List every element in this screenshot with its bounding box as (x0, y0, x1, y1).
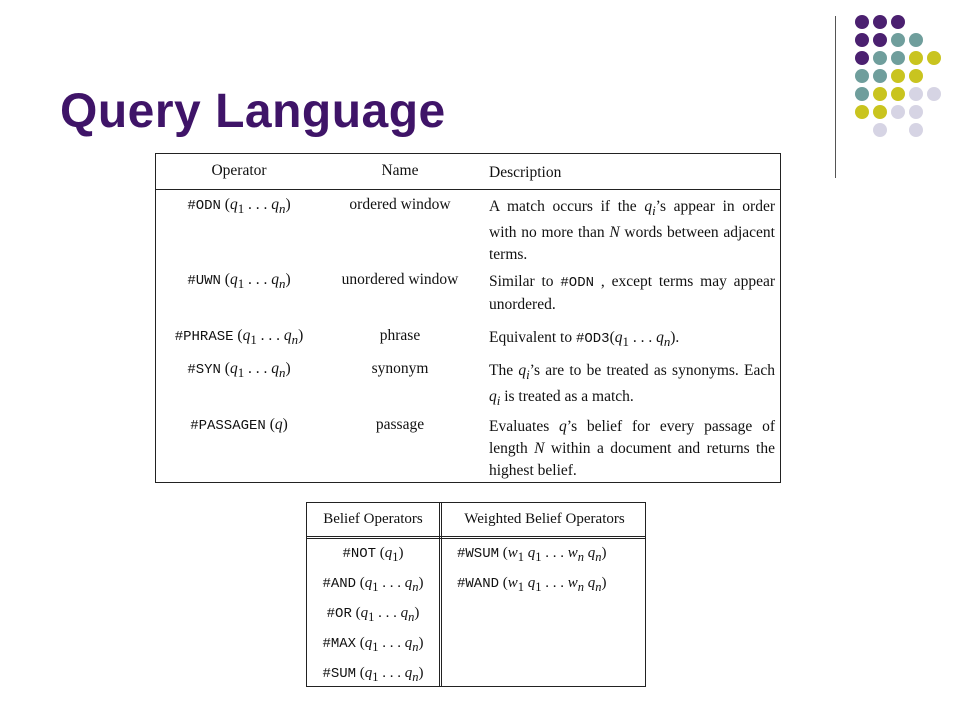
table-header (156, 154, 780, 190)
operator-args: ($q_1$ . . . $q_n$) (224, 196, 291, 217)
table-header (307, 503, 645, 537)
operator-args: ($q_1$ . . . $q_n$) (224, 271, 291, 292)
operator-description: Evaluates q’s belief for every passage of length N within a document and returns the highest belief. (489, 418, 775, 479)
header-operator: Operator (211, 162, 267, 179)
operator-name: passage (375, 416, 425, 433)
operator-args: ($q_1$ . . . $q_n$) (224, 360, 291, 381)
operator-description: The $q_i’s$ are to be treated as synonyms. Each $q_i$ is treated as a match. (489, 362, 775, 409)
operator-keyword: #UWN (187, 273, 221, 289)
operator-description: Similar to #ODN , except terms may appear unordered. (489, 273, 775, 313)
belief-operator: #NOT $(q_1)$ (342, 545, 404, 564)
belief-operator: #MAX ($q_1$ . . . $q_n$) (322, 635, 424, 654)
operators-table (155, 153, 781, 483)
header-belief-operators: Belief Operators (323, 511, 423, 527)
operator-keyword: #AND (322, 576, 357, 592)
operator-keyword: #PASSAGEN (190, 418, 266, 434)
operator-description: A match occurs if the $q_i’s$ appear in order with no more than N words between adjacent terms. (489, 198, 775, 264)
belief-operator: #AND ($q_1$ . . . $q_n$) (322, 575, 424, 594)
operator-keyword: #MAX (322, 636, 357, 652)
operator-keyword: #SYN (187, 362, 221, 378)
operator-name: phrase (379, 327, 421, 344)
belief-operator: #OR ($q_1$ . . . $q_n$) (326, 605, 420, 624)
header-weighted-belief-operators: Weighted Belief Operators (464, 511, 625, 527)
operator-cell (156, 416, 322, 434)
operator-description: Equivalent to $\#OD3(q_1$ . . . $q_n$). (489, 329, 680, 350)
decorative-divider (835, 16, 836, 178)
weighted-belief-operator: #WAND ($w_1$ $q_1$ . . . $w_n$ $q_n$) (457, 575, 607, 594)
operator-name: ordered window (349, 196, 451, 213)
operator-keyword: #WSUM (457, 546, 500, 562)
operator-name: unordered window (341, 271, 459, 288)
operator-cell (156, 196, 322, 217)
belief-operators-table (306, 502, 646, 687)
operator-args: (q) (269, 416, 288, 433)
operator-keyword: #SUM (322, 666, 357, 682)
operator-keyword: #ODN (187, 198, 221, 214)
operator-keyword: #WAND (457, 576, 500, 592)
header-double-rule (307, 538, 645, 539)
belief-operator: #SUM ($q_1$ . . . $q_n$) (322, 665, 424, 684)
operator-keyword: #NOT (342, 546, 377, 562)
operator-cell (156, 327, 322, 348)
operator-cell (156, 360, 322, 381)
operator-name: synonym (371, 360, 429, 377)
weighted-belief-operator: #WSUM ($w_1$ $q_1$ . . . $w_n$ $q_n$) (457, 545, 607, 564)
slide-title: Query Language (60, 85, 446, 138)
operator-args: ($q_1$ . . . $q_n$) (237, 327, 304, 348)
operator-cell (156, 271, 322, 292)
column-double-rule (439, 503, 442, 686)
header-name: Name (381, 162, 419, 179)
header-description: Description (489, 164, 562, 181)
operator-keyword: #PHRASE (174, 329, 234, 345)
operator-keyword: #OR (326, 606, 352, 622)
